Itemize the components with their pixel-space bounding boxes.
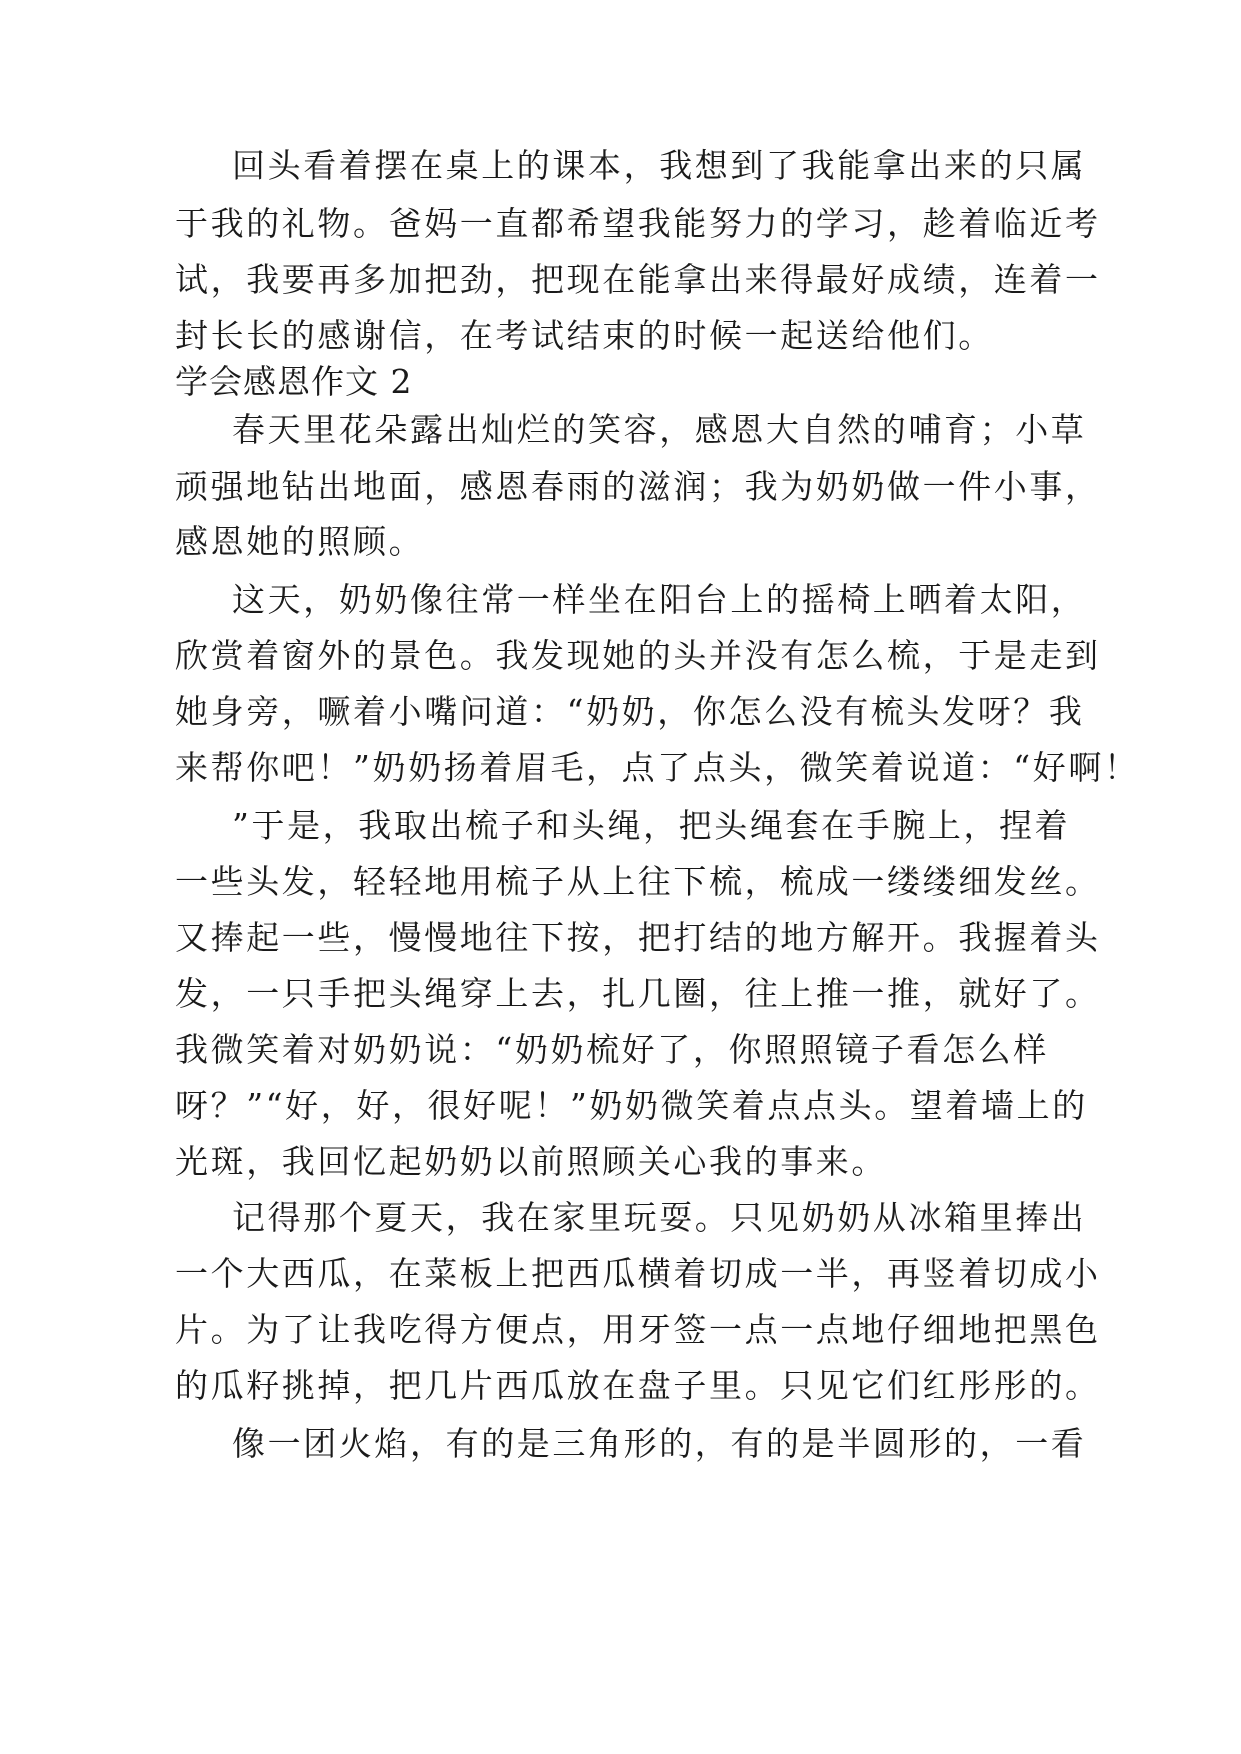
text-line: 春天里花朵露出灿烂的笑容，感恩大自然的哺育；小草	[232, 410, 1087, 449]
text-line: 光斑，我回忆起奶奶以前照顾关心我的事来。	[175, 1142, 887, 1181]
text-line: 顽强地钻出地面，感恩春雨的滋润；我为奶奶做一件小事，	[175, 467, 1101, 506]
text-line: 记得那个夏天，我在家里玩耍。只见奶奶从冰箱里捧出	[232, 1198, 1087, 1237]
text-line: 这天，奶奶像往常一样坐在阳台上的摇椅上晒着太阳，	[232, 580, 1087, 619]
text-line: 她身旁，噘着小嘴问道：“奶奶，你怎么没有梳头发呀？我	[175, 692, 1085, 731]
text-line: 呀？”“好，好，很好呢！”奶奶微笑着点点头。望着墙上的	[175, 1086, 1088, 1125]
section-title: 学会感恩作文 2	[175, 362, 413, 401]
text-line: 发，一只手把头绳穿上去，扎几圈，往上推一推，就好了。	[175, 974, 1101, 1013]
text-line: 的瓜籽挑掉，把几片西瓜放在盘子里。只见它们红彤彤的。	[175, 1366, 1101, 1405]
text-line: 像一团火焰，有的是三角形的，有的是半圆形的，一看	[232, 1424, 1087, 1463]
text-line: 封长长的感谢信，在考试结束的时候一起送给他们。	[175, 316, 994, 355]
text-line: ”于是，我取出梳子和头绳，把头绳套在手腕上，捏着	[232, 806, 1071, 845]
text-line: 感恩她的照顾。	[175, 522, 425, 561]
text-line: 又捧起一些，慢慢地往下按，把打结的地方解开。我握着头	[175, 918, 1101, 957]
text-line: 于我的礼物。爸妈一直都希望我能努力的学习，趁着临近考	[175, 204, 1101, 243]
text-line: 试，我要再多加把劲，把现在能拿出来得最好成绩，连着一	[175, 260, 1101, 299]
text-line: 欣赏着窗外的景色。我发现她的头并没有怎么梳，于是走到	[175, 636, 1101, 675]
text-line: 我微笑着对奶奶说：“奶奶梳好了，你照照镜子看怎么样	[175, 1030, 1049, 1069]
text-line: 片。为了让我吃得方便点，用牙签一点一点地仔细地把黑色	[175, 1310, 1101, 1349]
text-line: 来帮你吧！”奶奶扬着眉毛，点了点头，微笑着说道：“好啊！	[175, 748, 1140, 787]
text-line: 一些头发，轻轻地用梳子从上往下梳，梳成一缕缕细发丝。	[175, 862, 1101, 901]
text-line: 一个大西瓜，在菜板上把西瓜横着切成一半，再竖着切成小	[175, 1254, 1101, 1293]
text-line: 回头看着摆在桌上的课本，我想到了我能拿出来的只属	[232, 146, 1087, 185]
